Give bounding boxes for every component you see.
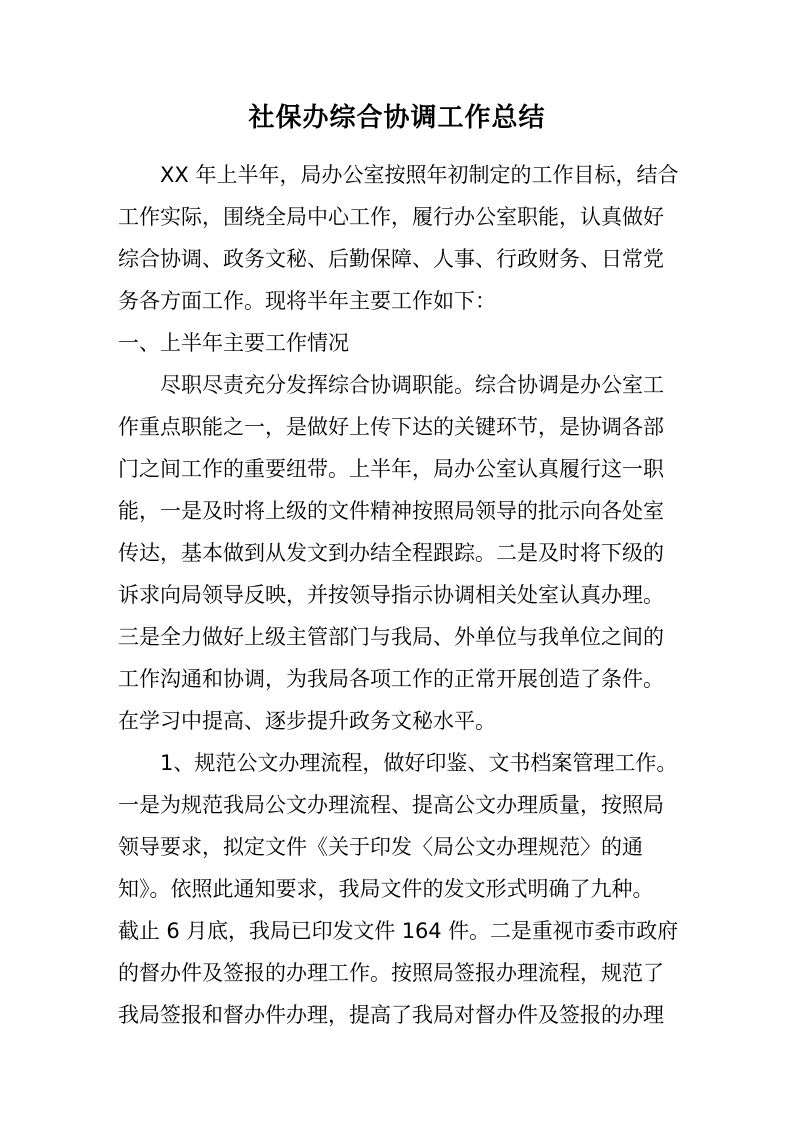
paragraph-line: 综合协调、政务文秘、后勤保障、人事、行政财务、日常党 xyxy=(118,247,664,271)
paragraph-line: 务各方面工作。现将半年主要工作如下： xyxy=(118,289,496,313)
paragraph-line: 知》。依照此通知要求，我局文件的发文形式明确了九种。 xyxy=(118,877,654,901)
paragraph-line: 传达，基本做到从发文到办结全程跟踪。二是及时将下级的 xyxy=(118,541,664,565)
paragraph-line: 截止 6 月底，我局已印发文件 164 件。二是重视市委市政府 xyxy=(118,919,679,943)
paragraph-line: 在学习中提高、逐步提升政务文秘水平。 xyxy=(118,709,496,733)
paragraph-line: 作重点职能之一，是做好上传下达的关键环节，是协调各部 xyxy=(118,415,664,439)
paragraph-line: 一是为规范我局公文办理流程、提高公文办理质量，按照局 xyxy=(118,793,664,817)
paragraph-line: 门之间工作的重要纽带。上半年，局办公室认真履行这一职 xyxy=(118,457,664,481)
document-title: 社保办综合协调工作总结 xyxy=(248,103,546,133)
paragraph-line: 工作沟通和协调，为我局各项工作的正常开展创造了条件。 xyxy=(118,667,664,691)
paragraph-line: 的督办件及签报的办理工作。按照局签报办理流程，规范了 xyxy=(118,961,664,985)
paragraph-line: 三是全力做好上级主管部门与我局、外单位与我单位之间的 xyxy=(118,625,664,649)
paragraph-line: 领导要求，拟定文件《关于印发〈局公文办理规范〉的通 xyxy=(118,835,643,859)
paragraph-line: XX 年上半年，局办公室按照年初制定的工作目标，结合 xyxy=(160,163,679,187)
paragraph-line: 我局签报和督办件办理，提高了我局对督办件及签报的办理 xyxy=(118,1003,664,1027)
paragraph-line: 能，一是及时将上级的文件精神按照局领导的批示向各处室 xyxy=(118,499,664,523)
paragraph-line: 1、规范公文办理流程，做好印鉴、文书档案管理工作。 xyxy=(160,751,678,775)
section-heading: 一、上半年主要工作情况 xyxy=(118,331,349,355)
paragraph-line: 尽职尽责充分发挥综合协调职能。综合协调是办公室工 xyxy=(160,373,664,397)
paragraph-line: 工作实际，围绕全局中心工作，履行办公室职能，认真做好 xyxy=(118,205,664,229)
paragraph-line: 诉求向局领导反映，并按领导指示协调相关处室认真办理。 xyxy=(118,583,664,607)
